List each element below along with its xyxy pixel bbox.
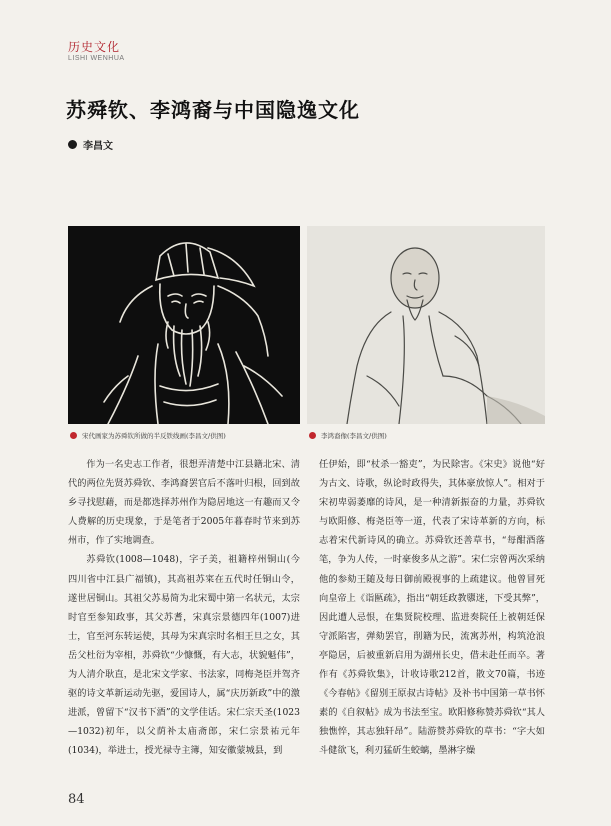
body-column-left xyxy=(68,455,300,761)
page-number: 84 xyxy=(68,792,85,807)
section-title-zh: 历史文化 xyxy=(68,40,121,54)
section-title-en: LISHI WENHUA xyxy=(68,55,125,62)
author-line xyxy=(68,137,113,152)
paragraph: 任伊始，即“杖杀一豁吏”，为民除害。《宋史》说他“好为古文、诗歌，纵论时政得失，其体豪放惊人”。相对于宋初卑弱萎靡的诗风，是一种清新振奋的力量，苏舜钦与欧阳修、梅尧臣等一道，代表了宋诗革新的方向，标志着宋代新诗风的确立。苏舜钦还善草书，“每酣酒落笔，争为人传，一时豪俊多从之游”。宋仁宗曾两次采纳他的参劾王随及每日御前殿视事的上疏建议。他曾冒死向皇帝上《诣匦疏》，指出“朝廷政教隳迷，下受其弊”，因此遭人忌恨，在集贤院校理、监进奏院任上被朝廷保守派陷害，弹劾罢官，削籍为民，流寓苏州，构筑沧浪亭隐居，后被重新启用为湖州长史，借未赴任而卒。著作有《苏舜钦集》，计收诗歌212首，散文70篇，书迹《今春帖》《留别王原叔古诗帖》及补书中国第一草书怀素的《自叙帖》成为书法至宝。欧阳修称赞苏舜钦“其人独憔悴，其志独轩昂”。陆游赞苏舜钦的草书：“字大如斗健欲飞，利刃猛斫生蛟螭，墨淋字燥 xyxy=(319,459,545,757)
caption-bullet-icon xyxy=(309,432,316,439)
caption-right-text: 李鸿裔像(李昌文/供图) xyxy=(321,432,387,440)
portrait-image-li-hongyi xyxy=(307,226,545,424)
body-column-right xyxy=(319,455,545,761)
caption-bullet-icon xyxy=(70,432,77,439)
paragraph: 作为一名史志工作者，很想弄清楚中江县籍北宋、清代的两位先贤苏舜钦、李鸿裔罢官后不落叶归根，回到故乡寻找慰藉，而是都选择苏州作为隐居地这一有趣而又令人费解的历史现象，于是笔者于2005年暮春时节来到苏州市，作了实地调查。 xyxy=(68,459,300,547)
bullet-icon xyxy=(68,140,77,149)
section-tag xyxy=(68,40,125,63)
caption-left-text: 宋代画家为苏舜钦所做的半反铁线画(李昌文/供图) xyxy=(82,432,226,440)
author-name: 李昌文 xyxy=(83,141,113,152)
paragraph: 苏舜钦(1008—1048)，字子美，祖籍梓州铜山(今四川省中江县广福镇)，其高祖苏寀在五代时任铜山令，遂世居铜山。其祖父苏易简为北宋蜀中第一名状元，太宗时官至参知政事，其父苏耆，宋真宗景德四年(1007)进士，官至河东转运使，其母为宋真宗时名相王旦之女，其岳父杜衍为宰相，苏舜钦“少慷慨，有大志，状貌魁伟”，为人清介耿直，是北宋文学家、书法家，同梅尧臣并驾齐驱的诗文革新运动先驱，爱国诗人，属“庆历新政”中的激进派，曾留下“汉书下酒”的文学佳话。宋仁宗天圣(1023—1032)初年，以父荫补太庙斋郎，宋仁宗景祐元年(1034)，举进士，授光禄寺主簿，知安徽蒙城县，到 xyxy=(68,554,300,757)
caption-left xyxy=(70,431,226,440)
ink-portrait-illustration xyxy=(307,226,545,424)
caption-right xyxy=(309,431,387,440)
portrait-image-su-shunqin xyxy=(68,226,300,424)
woodcut-portrait-illustration xyxy=(68,226,300,424)
article-title: 苏舜钦、李鸿裔与中国隐逸文化 xyxy=(66,98,360,122)
